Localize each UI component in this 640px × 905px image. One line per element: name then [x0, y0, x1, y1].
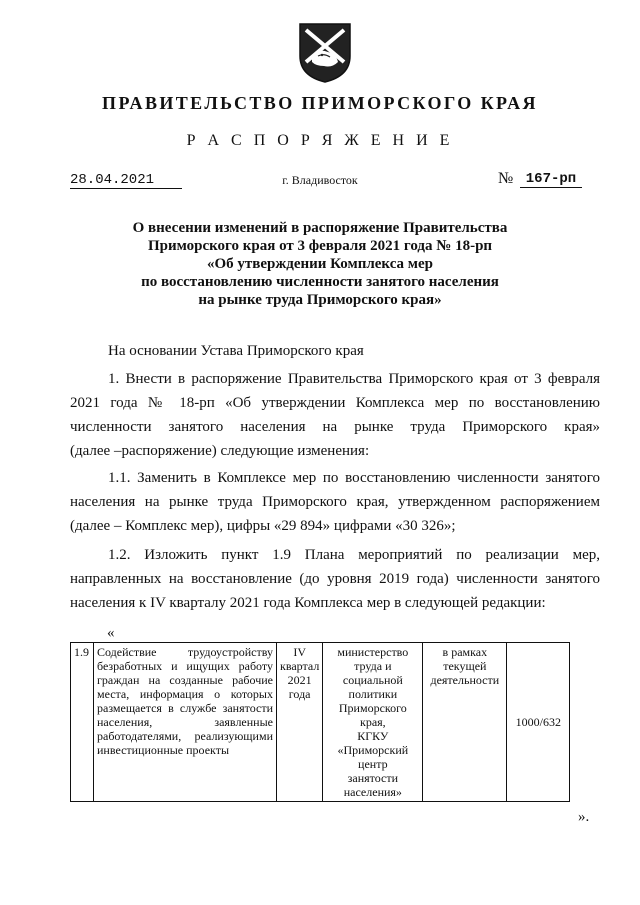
title-line: О внесении изменений в распоряжение Правительства	[132, 220, 508, 236]
period-line: года	[288, 687, 311, 701]
table-row	[71, 643, 570, 802]
paragraph-item-1	[70, 367, 600, 463]
paragraph-line: На основании Устава Приморского края	[108, 343, 364, 359]
paragraph-line: (далее – Комплекс мер), цифры «29 894» цифрами «30 326»;	[70, 518, 456, 534]
cell-executor	[323, 643, 423, 802]
executor-line: края,	[359, 715, 386, 729]
document-city: г. Владивосток	[282, 173, 358, 187]
cell-funding	[423, 643, 507, 802]
period-line: 2021	[287, 673, 312, 687]
executor-line: труда и	[354, 659, 392, 673]
title-line: Приморского края от 3 февраля 2021 года № 18-рп	[147, 238, 493, 254]
executor-line: политики	[348, 687, 398, 701]
period-line: IV	[293, 645, 306, 659]
executor-line: населения»	[343, 785, 402, 799]
paragraph-line: направленных на восстановление (до уровня 2019 года) численности занятого	[70, 571, 600, 587]
executor-line: «Приморский	[337, 743, 409, 757]
funding-line: деятельности	[430, 673, 500, 687]
document-date: 28.04.2021	[70, 172, 182, 189]
organization-name: ПРАВИТЕЛЬСТВО ПРИМОРСКОГО КРАЯ	[102, 93, 538, 113]
closing-quote: ».	[578, 809, 590, 825]
title-line: «Об утверждении Комплекса мер	[206, 256, 434, 272]
title-line: по восстановлению численности занятого населения	[141, 274, 499, 290]
cell-indicator: 1000/632	[507, 643, 570, 802]
opening-quote: «	[107, 625, 115, 641]
document-number: 167-рп	[520, 171, 582, 188]
coat-of-arms-emblem	[298, 22, 352, 84]
paragraph-line: (далее –распоряжение) следующие изменения:	[70, 443, 370, 459]
executor-line: Приморского	[338, 701, 407, 715]
paragraph-line: 2021 года № 18-рп «Об утверждении Комплекса мер по восстановлению	[70, 395, 600, 411]
number-label: №	[498, 170, 514, 187]
document-title	[90, 219, 550, 309]
plan-table	[70, 642, 570, 802]
executor-line: занятости	[347, 771, 399, 785]
paragraph-item-1-1	[70, 466, 600, 538]
cell-number: 1.9	[71, 643, 94, 802]
cell-period	[277, 643, 323, 802]
paragraph-line: населения к IV кварталу 2021 года Комплекса мер в следующей редакции:	[70, 595, 546, 611]
paragraph-line: населения на рынке труда Приморского края, утвержденном распоряжением	[70, 494, 600, 510]
paragraph-item-1-2	[70, 543, 600, 615]
executor-line: социальной	[342, 673, 403, 687]
executor-line: КГКУ	[357, 729, 389, 743]
period-line: квартал	[280, 659, 320, 673]
paragraph-line: 1.1. Заменить в Комплексе мер по восстановлению численности занятого	[108, 470, 600, 486]
document-type: Р А С П О Р Я Ж Е Н И Е	[186, 132, 454, 149]
funding-line: текущей	[443, 659, 487, 673]
title-line: на рынке труда Приморского края»	[198, 292, 442, 308]
executor-line: министерство	[337, 645, 409, 659]
paragraph-line: численности занятого населения на рынке труда Приморского края»	[70, 419, 600, 435]
paragraph-line: 1. Внести в распоряжение Правительства Приморского края от 3 февраля	[108, 371, 600, 387]
funding-line: в рамках	[442, 645, 488, 659]
paragraph-line: 1.2. Изложить пункт 1.9 Плана мероприятий по реализации мер,	[108, 547, 600, 563]
executor-line: центр	[358, 757, 388, 771]
cell-measure: Содействие трудоустройству безработных и ищущих работу граждан на созданные рабочие места, информация о которых размещается в службе занятости населения, заявленные работодателями, реализующими инвестиционные проекты	[94, 643, 277, 802]
paragraph-basis	[70, 339, 600, 363]
